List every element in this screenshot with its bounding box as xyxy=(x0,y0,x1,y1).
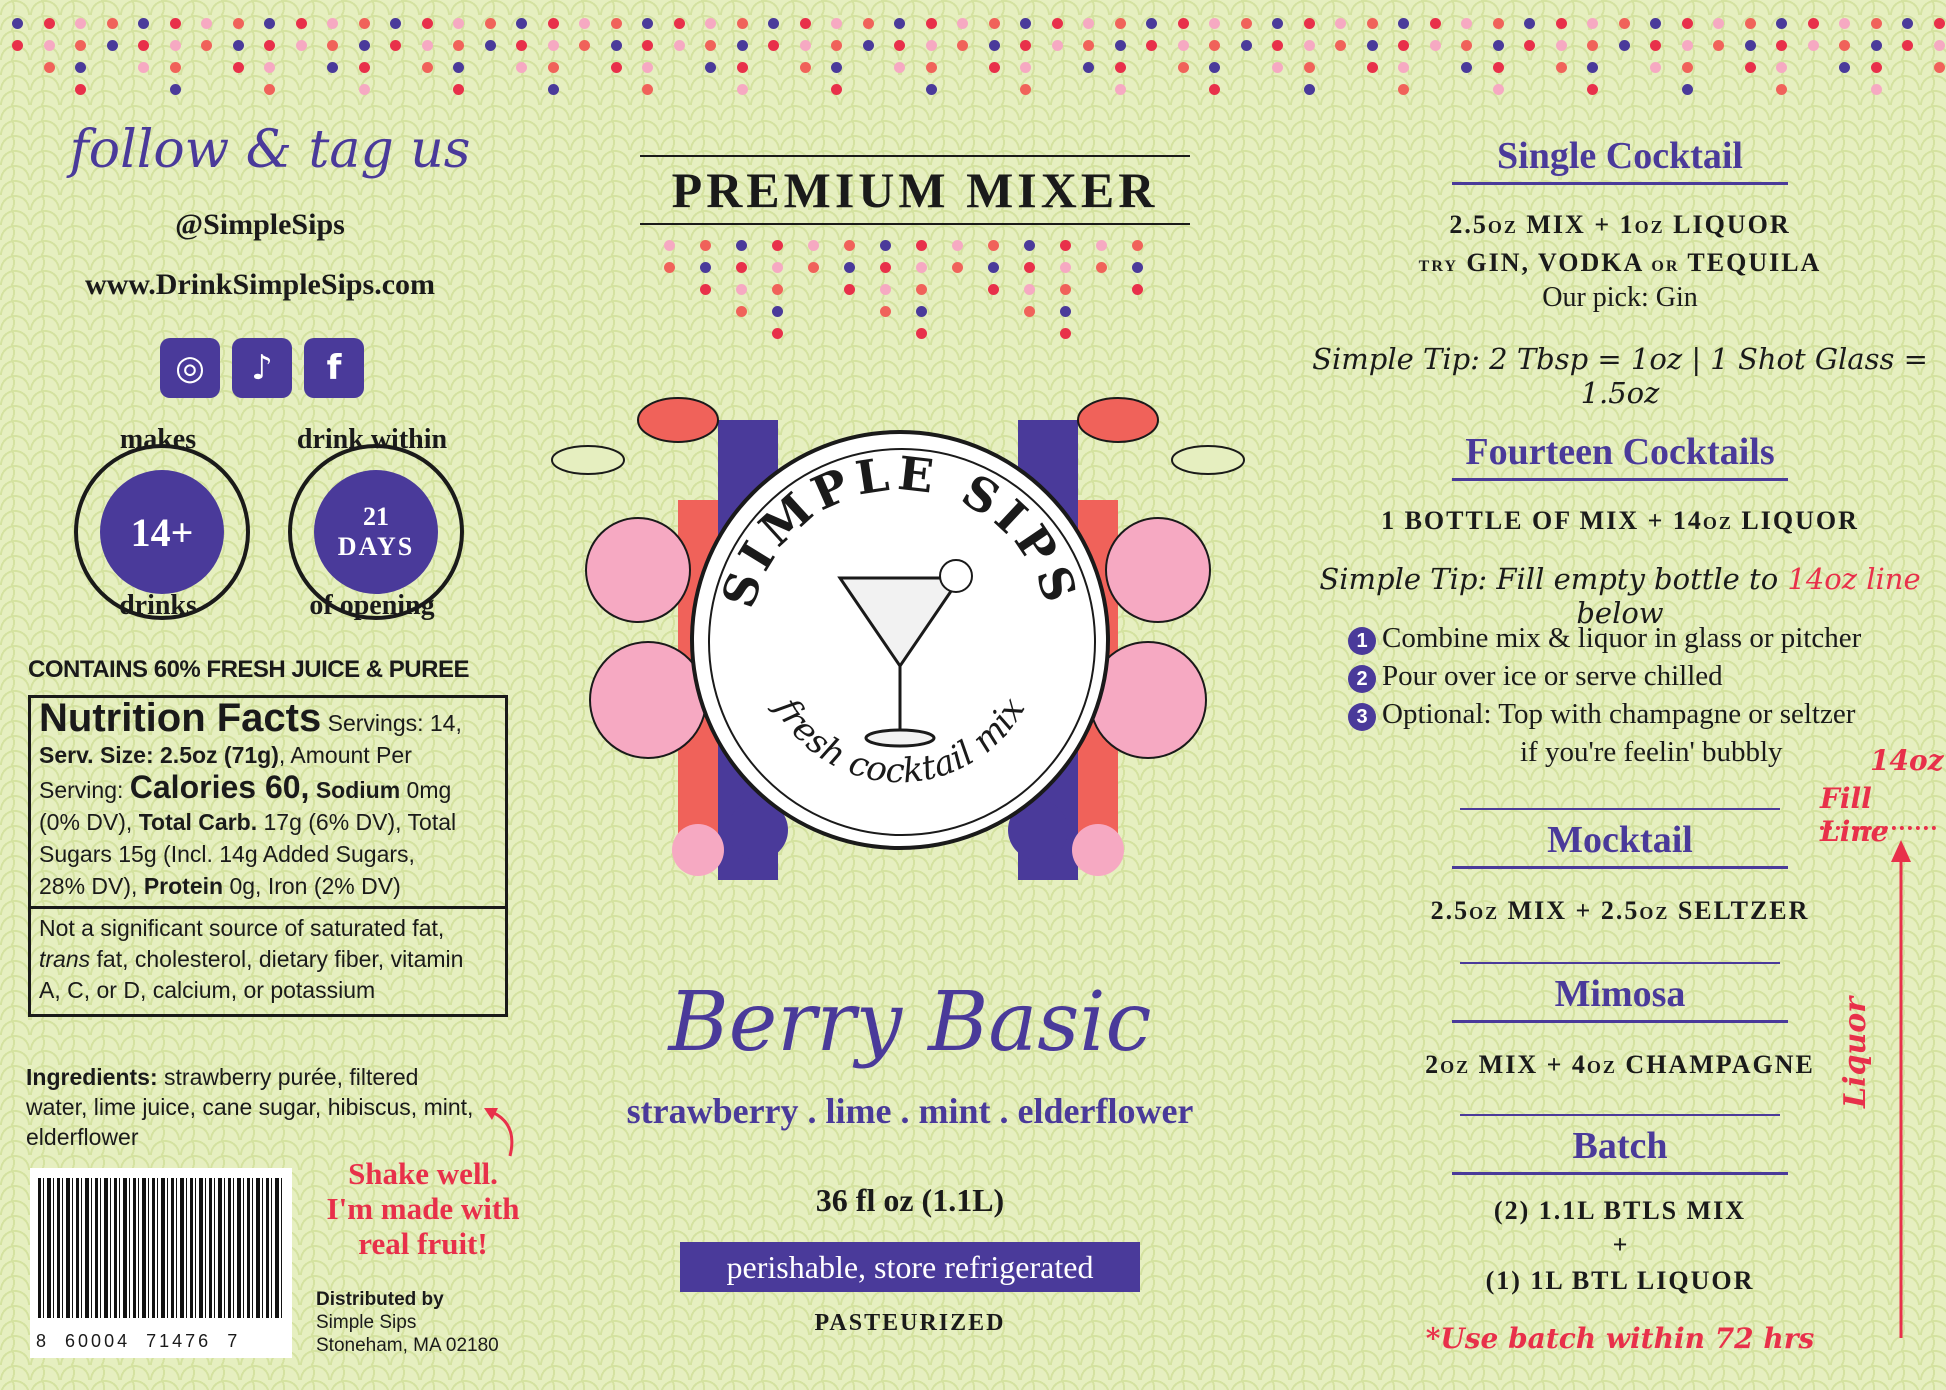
flavor-name: Berry Basic xyxy=(668,975,1152,1070)
step-3-continued: if you're feelin' bubbly xyxy=(1520,736,1783,768)
servings: Servings: 14, xyxy=(327,710,462,736)
mocktail-heading xyxy=(1460,818,1780,869)
total-carb-label: Total Carb. xyxy=(138,809,258,835)
serving-label: Serving: xyxy=(39,777,124,803)
volume: 36 fl oz (1.1L) xyxy=(815,1182,1005,1218)
dot-strand xyxy=(579,18,591,62)
mocktail-title: Mocktail xyxy=(1547,819,1693,861)
social-handle: @SimpleSips xyxy=(175,208,345,241)
dot-strand xyxy=(1060,240,1072,350)
dot-strand xyxy=(1052,18,1064,62)
dot-strand xyxy=(12,18,24,62)
barcode-digit-4: 7 xyxy=(227,1331,241,1351)
liquor-options-b: TEQUILA xyxy=(1687,248,1822,277)
ingredients xyxy=(26,1062,476,1152)
fill-line-marker xyxy=(1820,826,1936,830)
protein-label: Protein xyxy=(143,873,224,899)
dot-strand xyxy=(1304,18,1316,106)
badge-makes-bottom: drinks xyxy=(119,590,197,621)
dot-strand xyxy=(1146,18,1158,62)
dot-strand xyxy=(844,240,856,306)
fill-line-amount: 14oz xyxy=(1870,744,1944,777)
dot-strand xyxy=(1020,18,1032,106)
dot-strand xyxy=(485,18,497,62)
follow-tag-heading: follow & tag us xyxy=(69,120,471,180)
dot-strand xyxy=(926,18,938,106)
dot-strand xyxy=(1934,18,1946,84)
dot-strand xyxy=(737,18,749,106)
fourteen-cocktails-tip xyxy=(1290,562,1946,630)
barcode-digit-3: 71476 xyxy=(146,1331,212,1351)
instagram-icon[interactable]: ◎ xyxy=(160,338,220,398)
step-1-text: Combine mix & liquor in glass or pitcher xyxy=(1382,622,1862,654)
dot-strand xyxy=(1619,18,1631,62)
dot-strand xyxy=(1808,18,1820,62)
dot-strand xyxy=(736,240,748,328)
simple-sips-logo xyxy=(690,430,1110,850)
nutrition-footnote xyxy=(39,913,497,1006)
mimosa-heading xyxy=(1460,972,1780,1023)
curved-arrow-icon xyxy=(470,1104,530,1164)
dot-strand xyxy=(1083,18,1095,84)
dot-strand xyxy=(1556,18,1568,84)
dot-strand xyxy=(800,18,812,84)
dot-strand xyxy=(44,18,56,84)
premium-mixer-banner: PREMIUM MIXER xyxy=(640,155,1190,225)
dot-strand xyxy=(894,18,906,84)
single-cocktail-title: Single Cocktail xyxy=(1497,135,1743,177)
dot-strand xyxy=(1241,18,1253,62)
dot-strand xyxy=(880,240,892,328)
arrow-up-icon xyxy=(1886,838,1916,1338)
liquor-label: Liquor xyxy=(1838,996,1873,1108)
nutrition-facts-panel xyxy=(28,695,508,1017)
dot-strand xyxy=(1682,18,1694,106)
mocktail-ratio: 2.5oz MIX + 2.5oz SELTZER xyxy=(1430,896,1810,925)
shake-line-3: real fruit! xyxy=(358,1226,488,1261)
dot-strand xyxy=(1745,18,1757,84)
protein-iron-value: 0g, Iron (2% DV) xyxy=(229,873,401,899)
step-1-number: 1 xyxy=(1348,627,1376,655)
step-2-number: 2 xyxy=(1348,665,1376,693)
serving-size: Serv. Size: 2.5oz (71g) xyxy=(39,742,279,768)
dot-strand xyxy=(107,18,119,62)
dot-strand xyxy=(1209,18,1221,106)
dot-strand xyxy=(988,240,1000,306)
dot-strand xyxy=(1132,240,1144,306)
sugars-line: Sugars 15g (Incl. 14g Added Sugars, xyxy=(39,841,415,867)
sugars-dv: 28% DV), xyxy=(39,873,138,899)
fourteen-cocktails-ratio: 1 BOTTLE OF MIX + 14oz LIQUOR xyxy=(1381,506,1859,535)
tip-part-a: Simple Tip: Fill empty bottle to xyxy=(1319,562,1779,596)
flavor-notes: strawberry . lime . mint . elderflower xyxy=(626,1091,1194,1131)
dot-strand xyxy=(1461,18,1473,84)
dot-strand xyxy=(1871,18,1883,106)
distributor-info xyxy=(316,1288,499,1357)
sodium-value: 0mg xyxy=(406,777,452,803)
dot-strand xyxy=(952,240,964,284)
barcode-number xyxy=(36,1331,286,1352)
sodium-label: Sodium xyxy=(315,777,401,803)
badge-drink-bottom: of opening xyxy=(309,590,435,621)
website-link[interactable]: www.DrinkSimpleSips.com xyxy=(84,268,436,301)
dot-strand xyxy=(390,18,402,62)
dot-strand xyxy=(989,18,1001,84)
dot-strand xyxy=(264,18,276,106)
barcode-digit-2: 60004 xyxy=(65,1331,131,1351)
contains-juice-label: CONTAINS 60% FRESH JUICE & PUREE xyxy=(28,656,469,683)
dot-strand xyxy=(327,18,339,84)
ingredients-list: strawberry purée, filtered water, lime juice, cane sugar, hibiscus, mint, elderflower xyxy=(26,1064,474,1150)
dot-strand xyxy=(863,18,875,62)
shake-well-note xyxy=(318,1156,528,1261)
single-cocktail-heading xyxy=(1460,134,1780,185)
single-cocktail-liquors xyxy=(1290,248,1946,278)
dot-strand xyxy=(768,18,780,62)
single-cocktail-tip: Simple Tip: 2 Tbsp = 1oz | 1 Shot Glass = 1.5oz xyxy=(1312,342,1928,410)
barcode-digit-1: 8 xyxy=(36,1331,50,1351)
dot-strand xyxy=(453,18,465,106)
martini-glass-icon xyxy=(840,560,972,746)
mimosa-title: Mimosa xyxy=(1554,973,1686,1015)
pasteurized-label: PASTEURIZED xyxy=(814,1310,1006,1336)
batch-heading xyxy=(1460,1124,1780,1175)
batch-line-1: (2) 1.1L BTLS MIX xyxy=(1493,1196,1747,1225)
sodium-dv: (0% DV), xyxy=(39,809,133,835)
shake-line-1: Shake well. xyxy=(348,1156,498,1191)
badge-makes-top: makes xyxy=(119,424,197,455)
dot-strand xyxy=(1115,18,1127,106)
dot-strand xyxy=(1024,240,1036,328)
step-3-number: 3 xyxy=(1348,703,1376,731)
total-carb-value: 17g (6% DV), Total xyxy=(263,809,457,835)
dot-strand xyxy=(422,18,434,84)
dot-strand xyxy=(359,18,371,106)
liquor-options-a: GIN, VODKA xyxy=(1466,248,1643,277)
dot-strand xyxy=(916,240,928,350)
dot-strand xyxy=(1902,18,1914,62)
batch-line-2: (1) 1L BTL LIQUOR xyxy=(1485,1266,1755,1295)
calories: Calories 60, xyxy=(129,769,310,805)
dot-strand xyxy=(201,18,213,62)
mimosa-ratio: 2oz MIX + 4oz CHAMPAGNE xyxy=(1425,1050,1815,1079)
dot-strand xyxy=(138,18,150,84)
try-label: TRY xyxy=(1418,258,1458,275)
logo-bottom-text: fresh cocktail mix xyxy=(766,690,1034,792)
dot-strand xyxy=(1587,18,1599,106)
distributed-by-label: Distributed by xyxy=(316,1289,444,1310)
fill-line-label: Fill Line xyxy=(1820,782,1889,848)
single-cocktail-ratio: 2.5oz MIX + 1oz LIQUOR xyxy=(1449,210,1791,239)
step-2 xyxy=(1348,660,1723,693)
step-3-text: Optional: Top with champagne or seltzer xyxy=(1382,698,1856,730)
dot-strand xyxy=(1335,18,1347,62)
divider xyxy=(1460,962,1780,964)
dot-strand xyxy=(1524,18,1536,62)
ingredients-label: Ingredients: xyxy=(26,1064,158,1090)
step-1 xyxy=(1348,622,1861,655)
dot-strand xyxy=(664,240,676,284)
dot-strand xyxy=(772,240,784,350)
shake-line-2: I'm made with xyxy=(326,1191,520,1226)
dot-strand xyxy=(1839,18,1851,84)
dot-strand xyxy=(296,18,308,62)
perishable-banner: perishable, store refrigerated xyxy=(680,1242,1140,1292)
tip-fill-line: 14oz line xyxy=(1787,562,1921,596)
dot-strand xyxy=(1096,240,1108,284)
dot-strand xyxy=(611,18,623,84)
dot-strand xyxy=(1650,18,1662,84)
footnote-trans: trans xyxy=(39,946,91,972)
tiktok-icon[interactable]: ♪ xyxy=(232,338,292,398)
nutrition-title: Nutrition Facts xyxy=(39,696,322,740)
or-label: OR xyxy=(1651,258,1680,275)
dot-strand xyxy=(170,18,182,106)
divider xyxy=(1460,808,1780,810)
our-pick: Our pick: Gin xyxy=(1542,282,1698,313)
dot-strand xyxy=(831,18,843,106)
dot-strand xyxy=(957,18,969,62)
dot-strand xyxy=(233,18,245,84)
makes-drinks-value: 14+ xyxy=(130,509,194,555)
dot-strand xyxy=(516,18,528,84)
dot-strand xyxy=(1430,18,1442,62)
logo-top-text: SIMPLE SIPS xyxy=(710,445,1090,615)
fourteen-cocktails-title: Fourteen Cocktails xyxy=(1465,431,1775,473)
dot-strand xyxy=(1367,18,1379,84)
tip-part-b: below xyxy=(1576,596,1664,630)
barcode xyxy=(30,1168,292,1358)
dot-strand xyxy=(1272,18,1284,84)
divider xyxy=(1460,1114,1780,1116)
footnote-line-2: fat, cholesterol, dietary fiber, vitamin xyxy=(96,946,464,972)
barcode-bars xyxy=(38,1178,284,1318)
batch-plus: + xyxy=(1612,1230,1628,1259)
batch-note: *Use batch within 72 hrs xyxy=(1425,1322,1815,1355)
dot-strand xyxy=(1713,18,1725,62)
batch-title: Batch xyxy=(1572,1125,1668,1167)
drink-within-unit: DAYS xyxy=(337,532,415,561)
dot-strand xyxy=(700,240,712,306)
dot-strand xyxy=(75,18,87,106)
dot-strand xyxy=(705,18,717,84)
dot-strand xyxy=(548,18,560,106)
dot-strand xyxy=(1398,18,1410,106)
step-3 xyxy=(1348,698,1855,731)
footnote-line-1: Not a significant source of saturated fat, xyxy=(39,915,445,941)
dot-strand xyxy=(1493,18,1505,106)
distributor-name: Simple Sips xyxy=(316,1312,417,1333)
dot-strand xyxy=(1776,18,1788,106)
dot-strand xyxy=(1178,18,1190,84)
dot-strand xyxy=(642,18,654,106)
dot-strand xyxy=(808,240,820,284)
amount-per: , Amount Per xyxy=(278,742,412,768)
fourteen-cocktails-heading xyxy=(1460,430,1780,481)
step-2-text: Pour over ice or serve chilled xyxy=(1382,660,1723,692)
dot-strand xyxy=(674,18,686,62)
footnote-line-3: A, C, or D, calcium, or potassium xyxy=(39,977,376,1003)
facebook-icon[interactable]: f xyxy=(304,338,364,398)
distributor-address: Stoneham, MA 02180 xyxy=(316,1335,499,1356)
drink-within-days: 21 xyxy=(363,502,389,531)
badge-drink-top: drink within xyxy=(296,424,448,455)
